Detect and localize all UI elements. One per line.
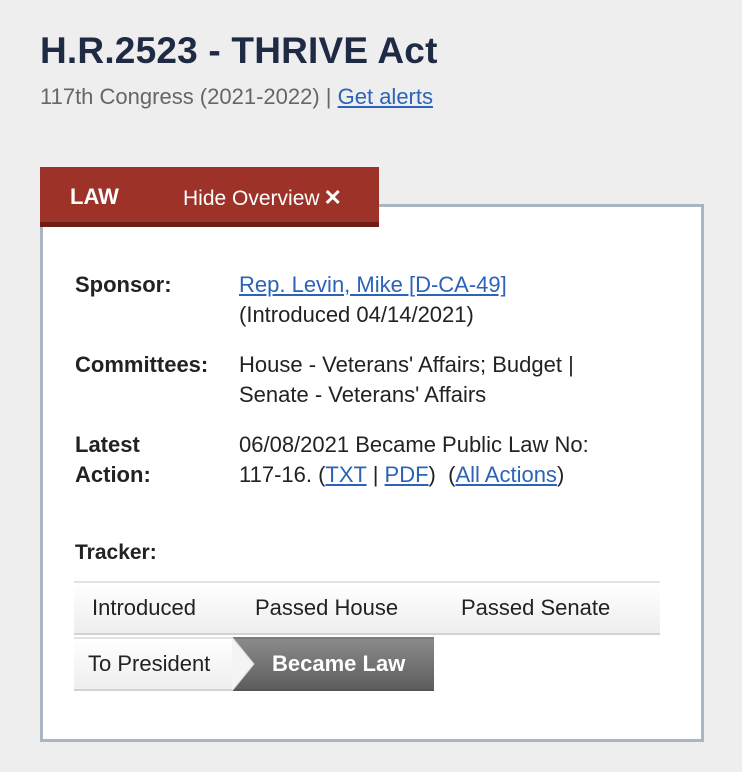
- tracker-label: Tracker:: [75, 541, 157, 564]
- sponsor-link[interactable]: Rep. Levin, Mike [D-CA-49]: [239, 272, 507, 297]
- tracker-step-to-president-box: [74, 637, 236, 691]
- law-status-badge: LAW: [70, 184, 119, 209]
- tracker-step-current: [232, 637, 434, 691]
- pdf-link[interactable]: PDF: [384, 462, 429, 487]
- committees-label: Committees:: [75, 352, 209, 377]
- sponsor-value: [239, 270, 507, 330]
- tracker-step-passed-senate: Passed Senate: [461, 595, 611, 620]
- link-separator: |: [372, 462, 379, 487]
- tracker-step-introduced: Introduced: [92, 595, 196, 620]
- paren-close: ): [556, 462, 565, 487]
- chevron-right-icon: [232, 637, 256, 691]
- page-title: H.R.2523 - THRIVE Act: [40, 30, 438, 71]
- hide-overview-label: Hide Overview: [183, 187, 320, 210]
- latest-action-label-line1: Latest: [75, 432, 140, 457]
- committees-senate: Senate - Veterans' Affairs: [239, 382, 487, 407]
- status-tab-bar: [40, 167, 379, 227]
- committees-house: House - Veterans' Affairs; Budget |: [239, 352, 574, 377]
- committees-value: [239, 350, 574, 410]
- latest-action-value: [239, 430, 589, 490]
- paren-separator: ) (: [428, 462, 456, 487]
- sponsor-label: Sponsor:: [75, 272, 172, 297]
- close-icon: ✕: [323, 185, 342, 210]
- public-law-number: 117-16. (: [239, 462, 326, 487]
- tracker-step-to-president: To President: [88, 651, 211, 676]
- latest-action-label: [75, 430, 151, 490]
- hide-overview-button[interactable]: [183, 185, 342, 211]
- tracker-step-passed-house: Passed House: [255, 595, 399, 620]
- tracker-row-1: [74, 581, 660, 635]
- congress-text: 117th Congress (2021-2022) |: [40, 84, 332, 109]
- tracker-step-became-law: Became Law: [272, 651, 406, 676]
- congress-subtitle: [40, 84, 433, 110]
- introduced-date: (Introduced 04/14/2021): [239, 302, 474, 327]
- get-alerts-link[interactable]: Get alerts: [337, 84, 433, 109]
- txt-link[interactable]: TXT: [325, 462, 367, 487]
- latest-action-label-line2: Action:: [75, 462, 151, 487]
- latest-action-text: 06/08/2021 Became Public Law No:: [239, 432, 589, 457]
- all-actions-link[interactable]: All Actions: [455, 462, 557, 487]
